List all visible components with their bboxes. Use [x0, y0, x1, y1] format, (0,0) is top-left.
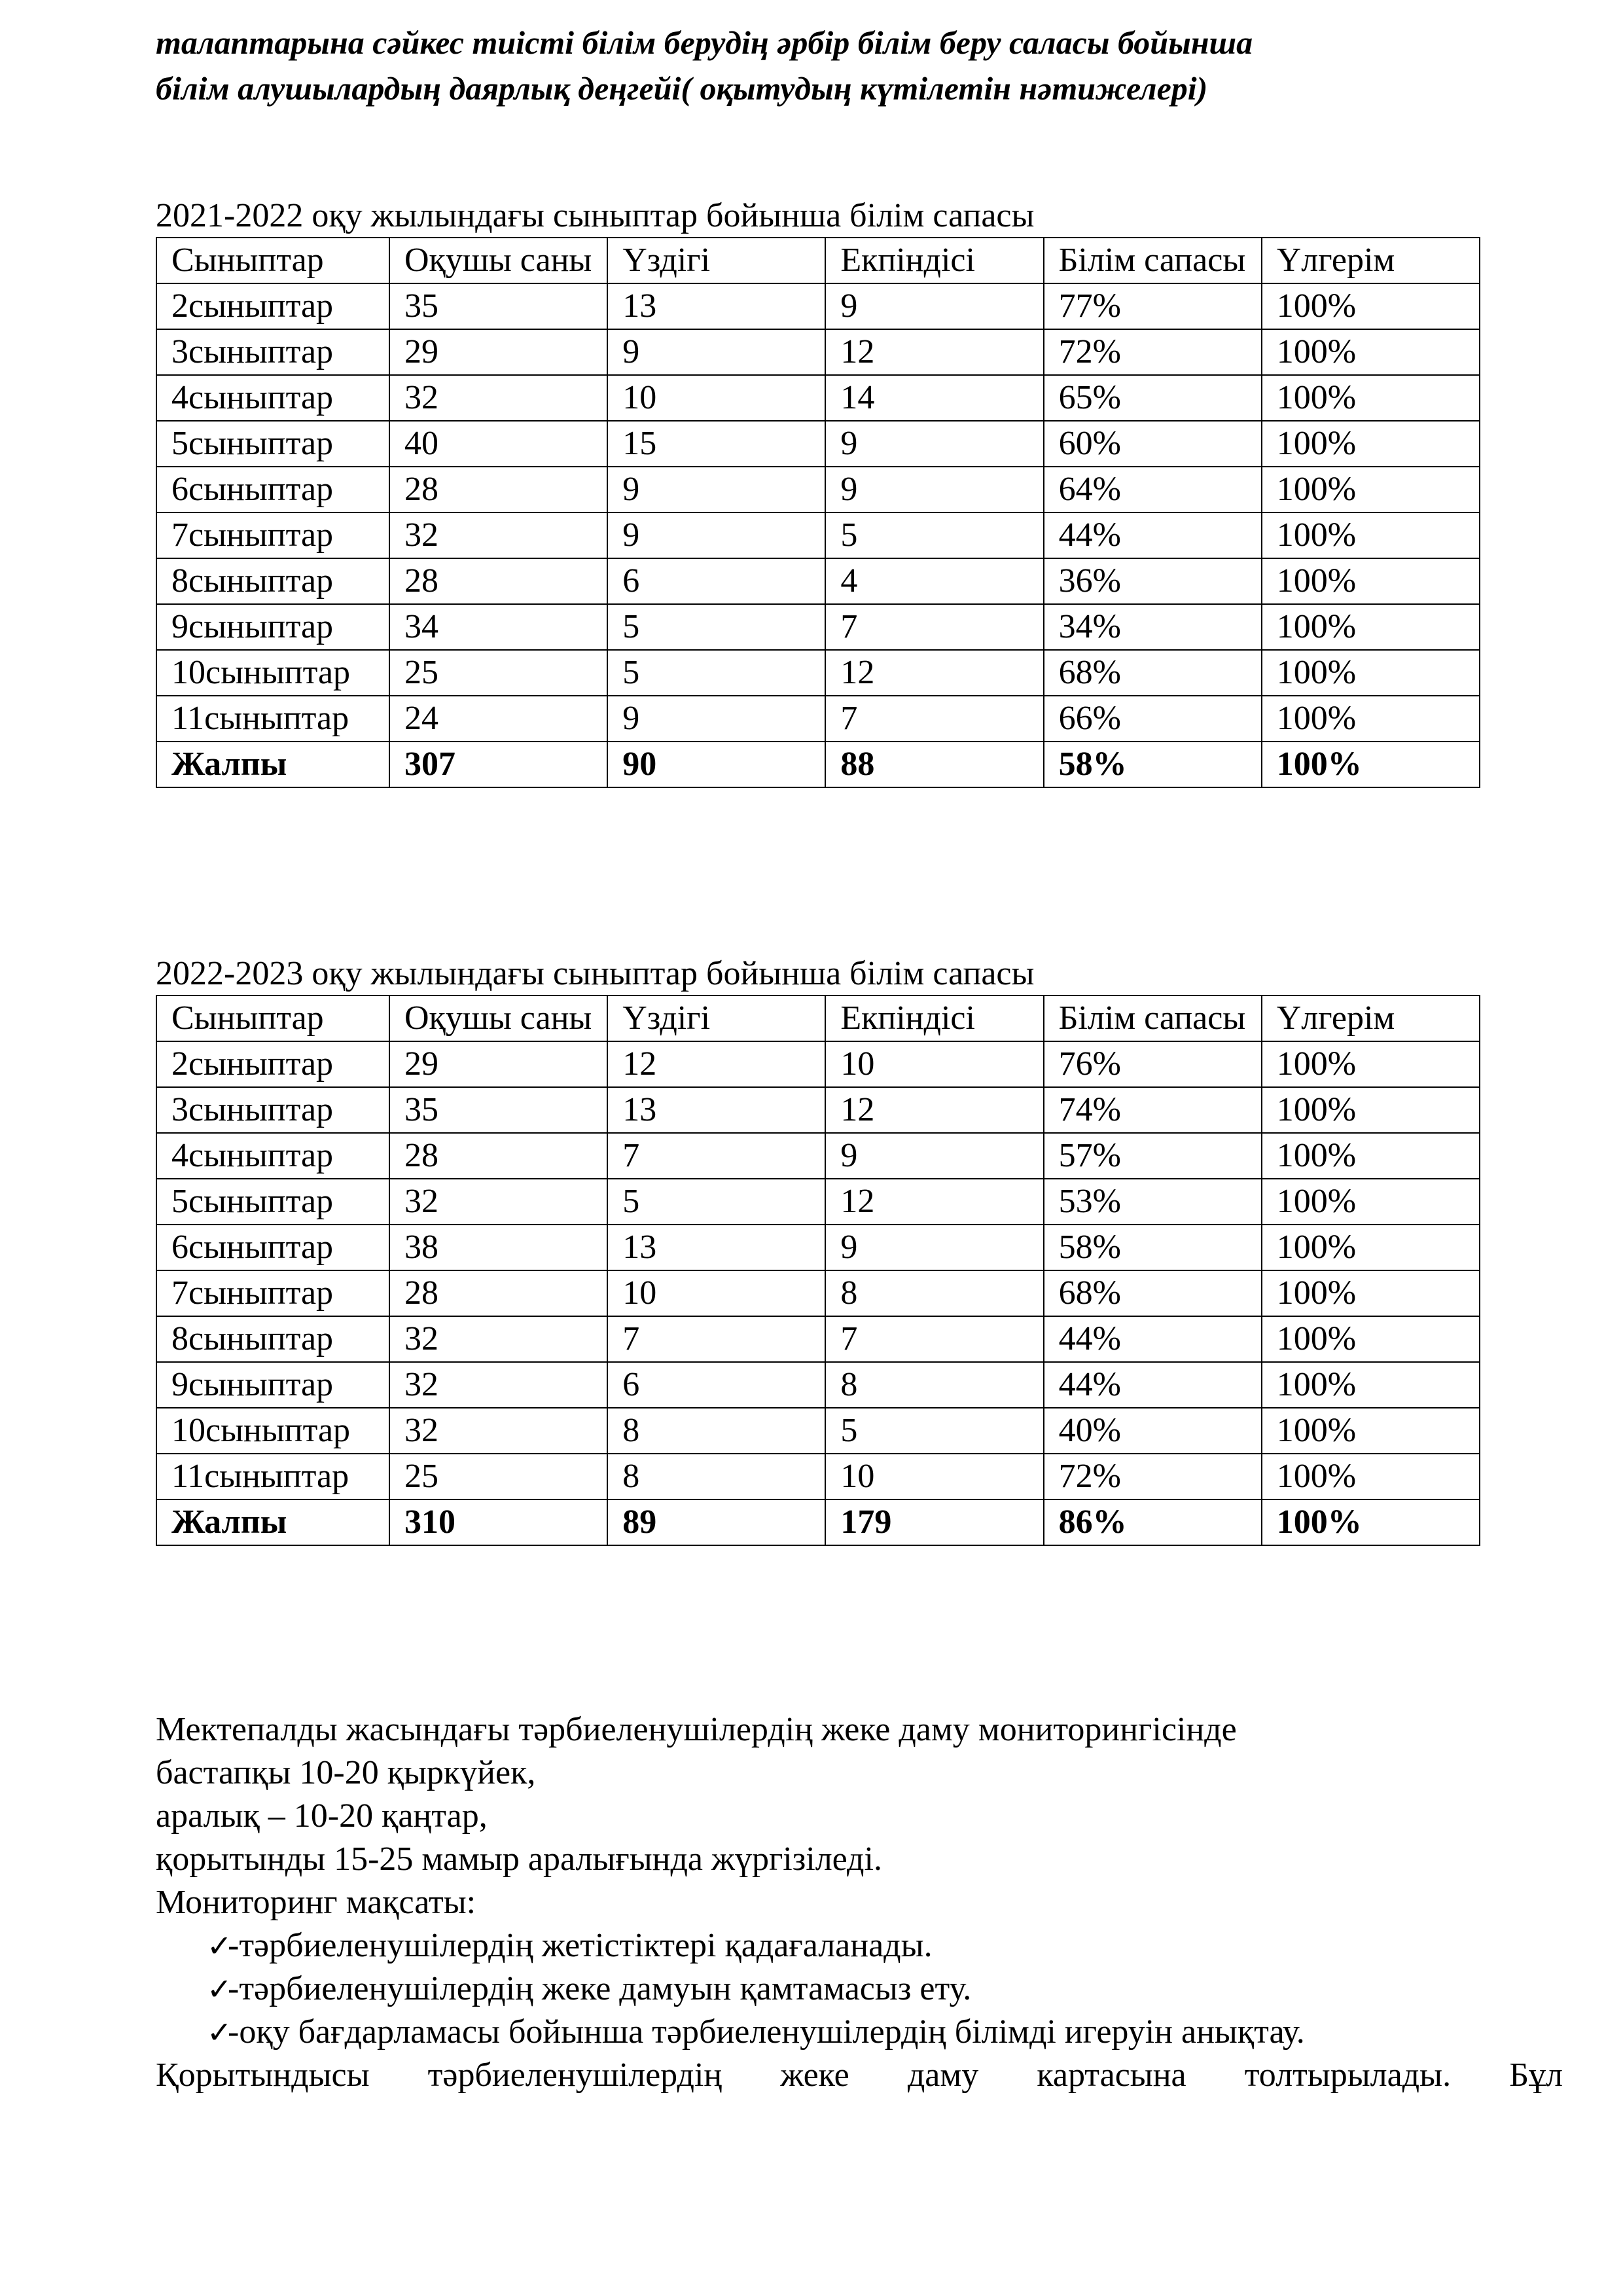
table-cell: 10: [607, 375, 825, 421]
table-cell: 32: [389, 1316, 607, 1362]
table-cell: 100%: [1262, 1316, 1480, 1362]
column-header: Үлгерім: [1262, 238, 1480, 283]
table-row: [156, 421, 1480, 467]
table-cell: 6сыныптар: [156, 1225, 389, 1270]
table-row: [156, 1408, 1480, 1454]
table-row: [156, 1179, 1480, 1225]
monitoring-goals-list: [156, 1924, 1563, 2054]
table-cell: 9: [825, 283, 1043, 329]
word: даму: [907, 2056, 979, 2094]
table-cell: 100%: [1262, 283, 1480, 329]
table-cell: 10: [607, 1270, 825, 1316]
table-cell: 307: [389, 742, 607, 787]
table-cell: 24: [389, 696, 607, 742]
table-cell: 35: [389, 283, 607, 329]
table-cell: 8сыныптар: [156, 558, 389, 604]
table-total-row: [156, 1499, 1480, 1545]
table-cell: 5: [825, 1408, 1043, 1454]
table-cell: 89: [607, 1499, 825, 1545]
table-cell: 34%: [1044, 604, 1262, 650]
table-row: [156, 1270, 1480, 1316]
table-cell: 100%: [1262, 1362, 1480, 1408]
table-cell: 3сыныптар: [156, 1087, 389, 1133]
table-cell: 100%: [1262, 742, 1480, 787]
table-cell: 4: [825, 558, 1043, 604]
justified-last-line: [156, 2054, 1563, 2097]
table-cell: 9: [607, 696, 825, 742]
word: тәрбиеленушілердің: [427, 2056, 722, 2094]
table-1-caption: 2021-2022 оқу жылындағы сыныптар бойынша білім сапасы: [156, 197, 1035, 234]
column-header: Екпіндісі: [825, 996, 1043, 1041]
table-cell: 28: [389, 558, 607, 604]
table-cell: Жалпы: [156, 742, 389, 787]
column-header: Білім сапасы: [1044, 238, 1262, 283]
table-cell: 9сыныптар: [156, 1362, 389, 1408]
table-row: [156, 1362, 1480, 1408]
column-header: Сыныптар: [156, 996, 389, 1041]
table-cell: 100%: [1262, 604, 1480, 650]
table-cell: 35: [389, 1087, 607, 1133]
table-cell: 10сыныптар: [156, 650, 389, 696]
table-cell: 68%: [1044, 650, 1262, 696]
table-cell: 5: [825, 512, 1043, 558]
table-cell: 10сыныптар: [156, 1408, 389, 1454]
table-cell: 100%: [1262, 1454, 1480, 1499]
table-cell: 34: [389, 604, 607, 650]
table-cell: 11сыныптар: [156, 696, 389, 742]
table-cell: 7: [825, 1316, 1043, 1362]
table-cell: 12: [825, 650, 1043, 696]
table-cell: 100%: [1262, 1041, 1480, 1087]
table-cell: 5: [607, 604, 825, 650]
table-row: [156, 329, 1480, 375]
table-cell: 11сыныптар: [156, 1454, 389, 1499]
table-cell: 100%: [1262, 1179, 1480, 1225]
table-cell: 44%: [1044, 512, 1262, 558]
table-row: [156, 512, 1480, 558]
table-cell: 310: [389, 1499, 607, 1545]
table-row: [156, 467, 1480, 512]
table-cell: 2сыныптар: [156, 1041, 389, 1087]
table-cell: 40: [389, 421, 607, 467]
checklist-item: ✓ -тәрбиеленушілердің жетістіктері қадағаланады.: [156, 1924, 1563, 1967]
word: Бұл: [1509, 2056, 1563, 2094]
checkmark-icon: ✓: [207, 1928, 232, 1964]
table-cell: 5: [607, 650, 825, 696]
word: жеке: [780, 2056, 849, 2094]
table-cell: 2сыныптар: [156, 283, 389, 329]
table-cell: 10: [825, 1454, 1043, 1499]
document-heading: [156, 20, 1504, 111]
table-cell: 10: [825, 1041, 1043, 1087]
table-header-row: [156, 238, 1480, 283]
table-cell: 5: [607, 1179, 825, 1225]
table-cell: 15: [607, 421, 825, 467]
table-cell: 13: [607, 283, 825, 329]
table-cell: 32: [389, 512, 607, 558]
word: толтырылады.: [1244, 2056, 1452, 2094]
table-cell: 8: [825, 1270, 1043, 1316]
table-cell: 100%: [1262, 329, 1480, 375]
table-cell: 58%: [1044, 1225, 1262, 1270]
table-cell: 8сыныптар: [156, 1316, 389, 1362]
table-cell: 9сыныптар: [156, 604, 389, 650]
table-cell: 8: [607, 1408, 825, 1454]
table-cell: 44%: [1044, 1316, 1262, 1362]
body-line: Мониторинг мақсаты:: [156, 1884, 476, 1921]
table-cell: 100%: [1262, 375, 1480, 421]
table-cell: 74%: [1044, 1087, 1262, 1133]
table-cell: 86%: [1044, 1499, 1262, 1545]
table-cell: 4сыныптар: [156, 375, 389, 421]
table-cell: 7: [825, 696, 1043, 742]
table-cell: 9: [607, 329, 825, 375]
table-cell: 66%: [1044, 696, 1262, 742]
table-cell: 12: [607, 1041, 825, 1087]
table-cell: 6: [607, 558, 825, 604]
table-cell: 9: [607, 512, 825, 558]
table-cell: 29: [389, 1041, 607, 1087]
table-row: [156, 650, 1480, 696]
table-cell: 64%: [1044, 467, 1262, 512]
table-cell: 7сыныптар: [156, 1270, 389, 1316]
column-header: Үлгерім: [1262, 996, 1480, 1041]
table-cell: 38: [389, 1225, 607, 1270]
table-cell: 13: [607, 1225, 825, 1270]
table-row: [156, 696, 1480, 742]
table-cell: 40%: [1044, 1408, 1262, 1454]
table-cell: 60%: [1044, 421, 1262, 467]
table-cell: 100%: [1262, 1270, 1480, 1316]
column-header: Сыныптар: [156, 238, 389, 283]
column-header: Екпіндісі: [825, 238, 1043, 283]
table-cell: 25: [389, 650, 607, 696]
table-cell: 100%: [1262, 1133, 1480, 1179]
table-cell: 7: [607, 1316, 825, 1362]
column-header: Оқушы саны: [389, 238, 607, 283]
table-cell: 100%: [1262, 512, 1480, 558]
table-cell: 100%: [1262, 1408, 1480, 1454]
table-cell: 9: [825, 467, 1043, 512]
column-header: Үздігі: [607, 996, 825, 1041]
table-row: [156, 604, 1480, 650]
table-cell: 100%: [1262, 650, 1480, 696]
table-cell: 44%: [1044, 1362, 1262, 1408]
table-row: [156, 1133, 1480, 1179]
word: Қорытындысы: [156, 2056, 370, 2094]
table-row: [156, 1316, 1480, 1362]
table-cell: Жалпы: [156, 1499, 389, 1545]
grades-table-2022-2023: [156, 995, 1480, 1546]
table-cell: 29: [389, 329, 607, 375]
table-cell: 8: [607, 1454, 825, 1499]
body-line: аралық – 10-20 қаңтар,: [156, 1797, 488, 1835]
table-cell: 57%: [1044, 1133, 1262, 1179]
table-cell: 32: [389, 1408, 607, 1454]
table-cell: 9: [825, 421, 1043, 467]
heading-line-1: талаптарына сәйкес тиісті білім берудің әрбір білім беру саласы бойынша: [156, 24, 1253, 61]
table-cell: 28: [389, 1133, 607, 1179]
table-row: [156, 558, 1480, 604]
table-cell: 32: [389, 1179, 607, 1225]
table-cell: 32: [389, 375, 607, 421]
table-cell: 6: [607, 1362, 825, 1408]
table-cell: 36%: [1044, 558, 1262, 604]
body-line: Мектепалды жасындағы тәрбиеленушілердің жеке даму мониторингісінде: [156, 1711, 1237, 1748]
table-cell: 100%: [1262, 1225, 1480, 1270]
table-cell: 7сыныптар: [156, 512, 389, 558]
table-cell: 3сыныптар: [156, 329, 389, 375]
checklist-item: ✓ -тәрбиеленушілердің жеке дамуын қамтамасыз ету.: [156, 1967, 1563, 2011]
table-cell: 32: [389, 1362, 607, 1408]
table-cell: 100%: [1262, 696, 1480, 742]
table-cell: 7: [607, 1133, 825, 1179]
column-header: Оқушы саны: [389, 996, 607, 1041]
table-cell: 14: [825, 375, 1043, 421]
table-cell: 68%: [1044, 1270, 1262, 1316]
checklist-item: ✓ -оқу бағдарламасы бойынша тәрбиеленушілердің білімді игеруін анықтау.: [156, 2011, 1563, 2054]
table-cell: 88: [825, 742, 1043, 787]
table-cell: 76%: [1044, 1041, 1262, 1087]
table-cell: 9: [825, 1225, 1043, 1270]
word: картасына: [1037, 2056, 1186, 2094]
table-cell: 8: [825, 1362, 1043, 1408]
table-cell: 9: [825, 1133, 1043, 1179]
table-cell: 28: [389, 467, 607, 512]
table-cell: 12: [825, 1179, 1043, 1225]
table-cell: 77%: [1044, 283, 1262, 329]
table-cell: 13: [607, 1087, 825, 1133]
body-line: қорытынды 15-25 мамыр аралығында жүргізіледі.: [156, 1840, 882, 1878]
table-cell: 65%: [1044, 375, 1262, 421]
table-cell: 72%: [1044, 329, 1262, 375]
table-header-row: [156, 996, 1480, 1041]
table-cell: 100%: [1262, 1087, 1480, 1133]
table-row: [156, 1087, 1480, 1133]
table-cell: 7: [825, 604, 1043, 650]
table-cell: 9: [607, 467, 825, 512]
column-header: Үздігі: [607, 238, 825, 283]
table-cell: 100%: [1262, 558, 1480, 604]
table-cell: 6сыныптар: [156, 467, 389, 512]
table-total-row: [156, 742, 1480, 787]
table-row: [156, 1041, 1480, 1087]
table-cell: 4сыныптар: [156, 1133, 389, 1179]
table-row: [156, 375, 1480, 421]
grades-table-2021-2022: [156, 237, 1480, 788]
table-cell: 25: [389, 1454, 607, 1499]
table-cell: 72%: [1044, 1454, 1262, 1499]
table-cell: 100%: [1262, 1499, 1480, 1545]
table-2-caption: 2022-2023 оқу жылындағы сыныптар бойынша білім сапасы: [156, 955, 1035, 992]
column-header: Білім сапасы: [1044, 996, 1262, 1041]
checkmark-icon: ✓: [207, 1971, 232, 2007]
table-cell: 100%: [1262, 467, 1480, 512]
table-cell: 12: [825, 329, 1043, 375]
table-cell: 90: [607, 742, 825, 787]
table-cell: 58%: [1044, 742, 1262, 787]
table-cell: 179: [825, 1499, 1043, 1545]
table-row: [156, 1225, 1480, 1270]
table-cell: 100%: [1262, 421, 1480, 467]
table-row: [156, 1454, 1480, 1499]
checkmark-icon: ✓: [207, 2015, 232, 2050]
table-cell: 12: [825, 1087, 1043, 1133]
table-cell: 5сыныптар: [156, 1179, 389, 1225]
table-row: [156, 283, 1480, 329]
table-cell: 53%: [1044, 1179, 1262, 1225]
monitoring-text: [156, 1708, 1563, 2097]
body-line: бастапқы 10-20 қыркүйек,: [156, 1754, 536, 1791]
table-cell: 28: [389, 1270, 607, 1316]
heading-line-2: білім алушылардың даярлық деңгейі( оқытудың күтілетін нәтижелері): [156, 70, 1208, 107]
table-cell: 5сыныптар: [156, 421, 389, 467]
